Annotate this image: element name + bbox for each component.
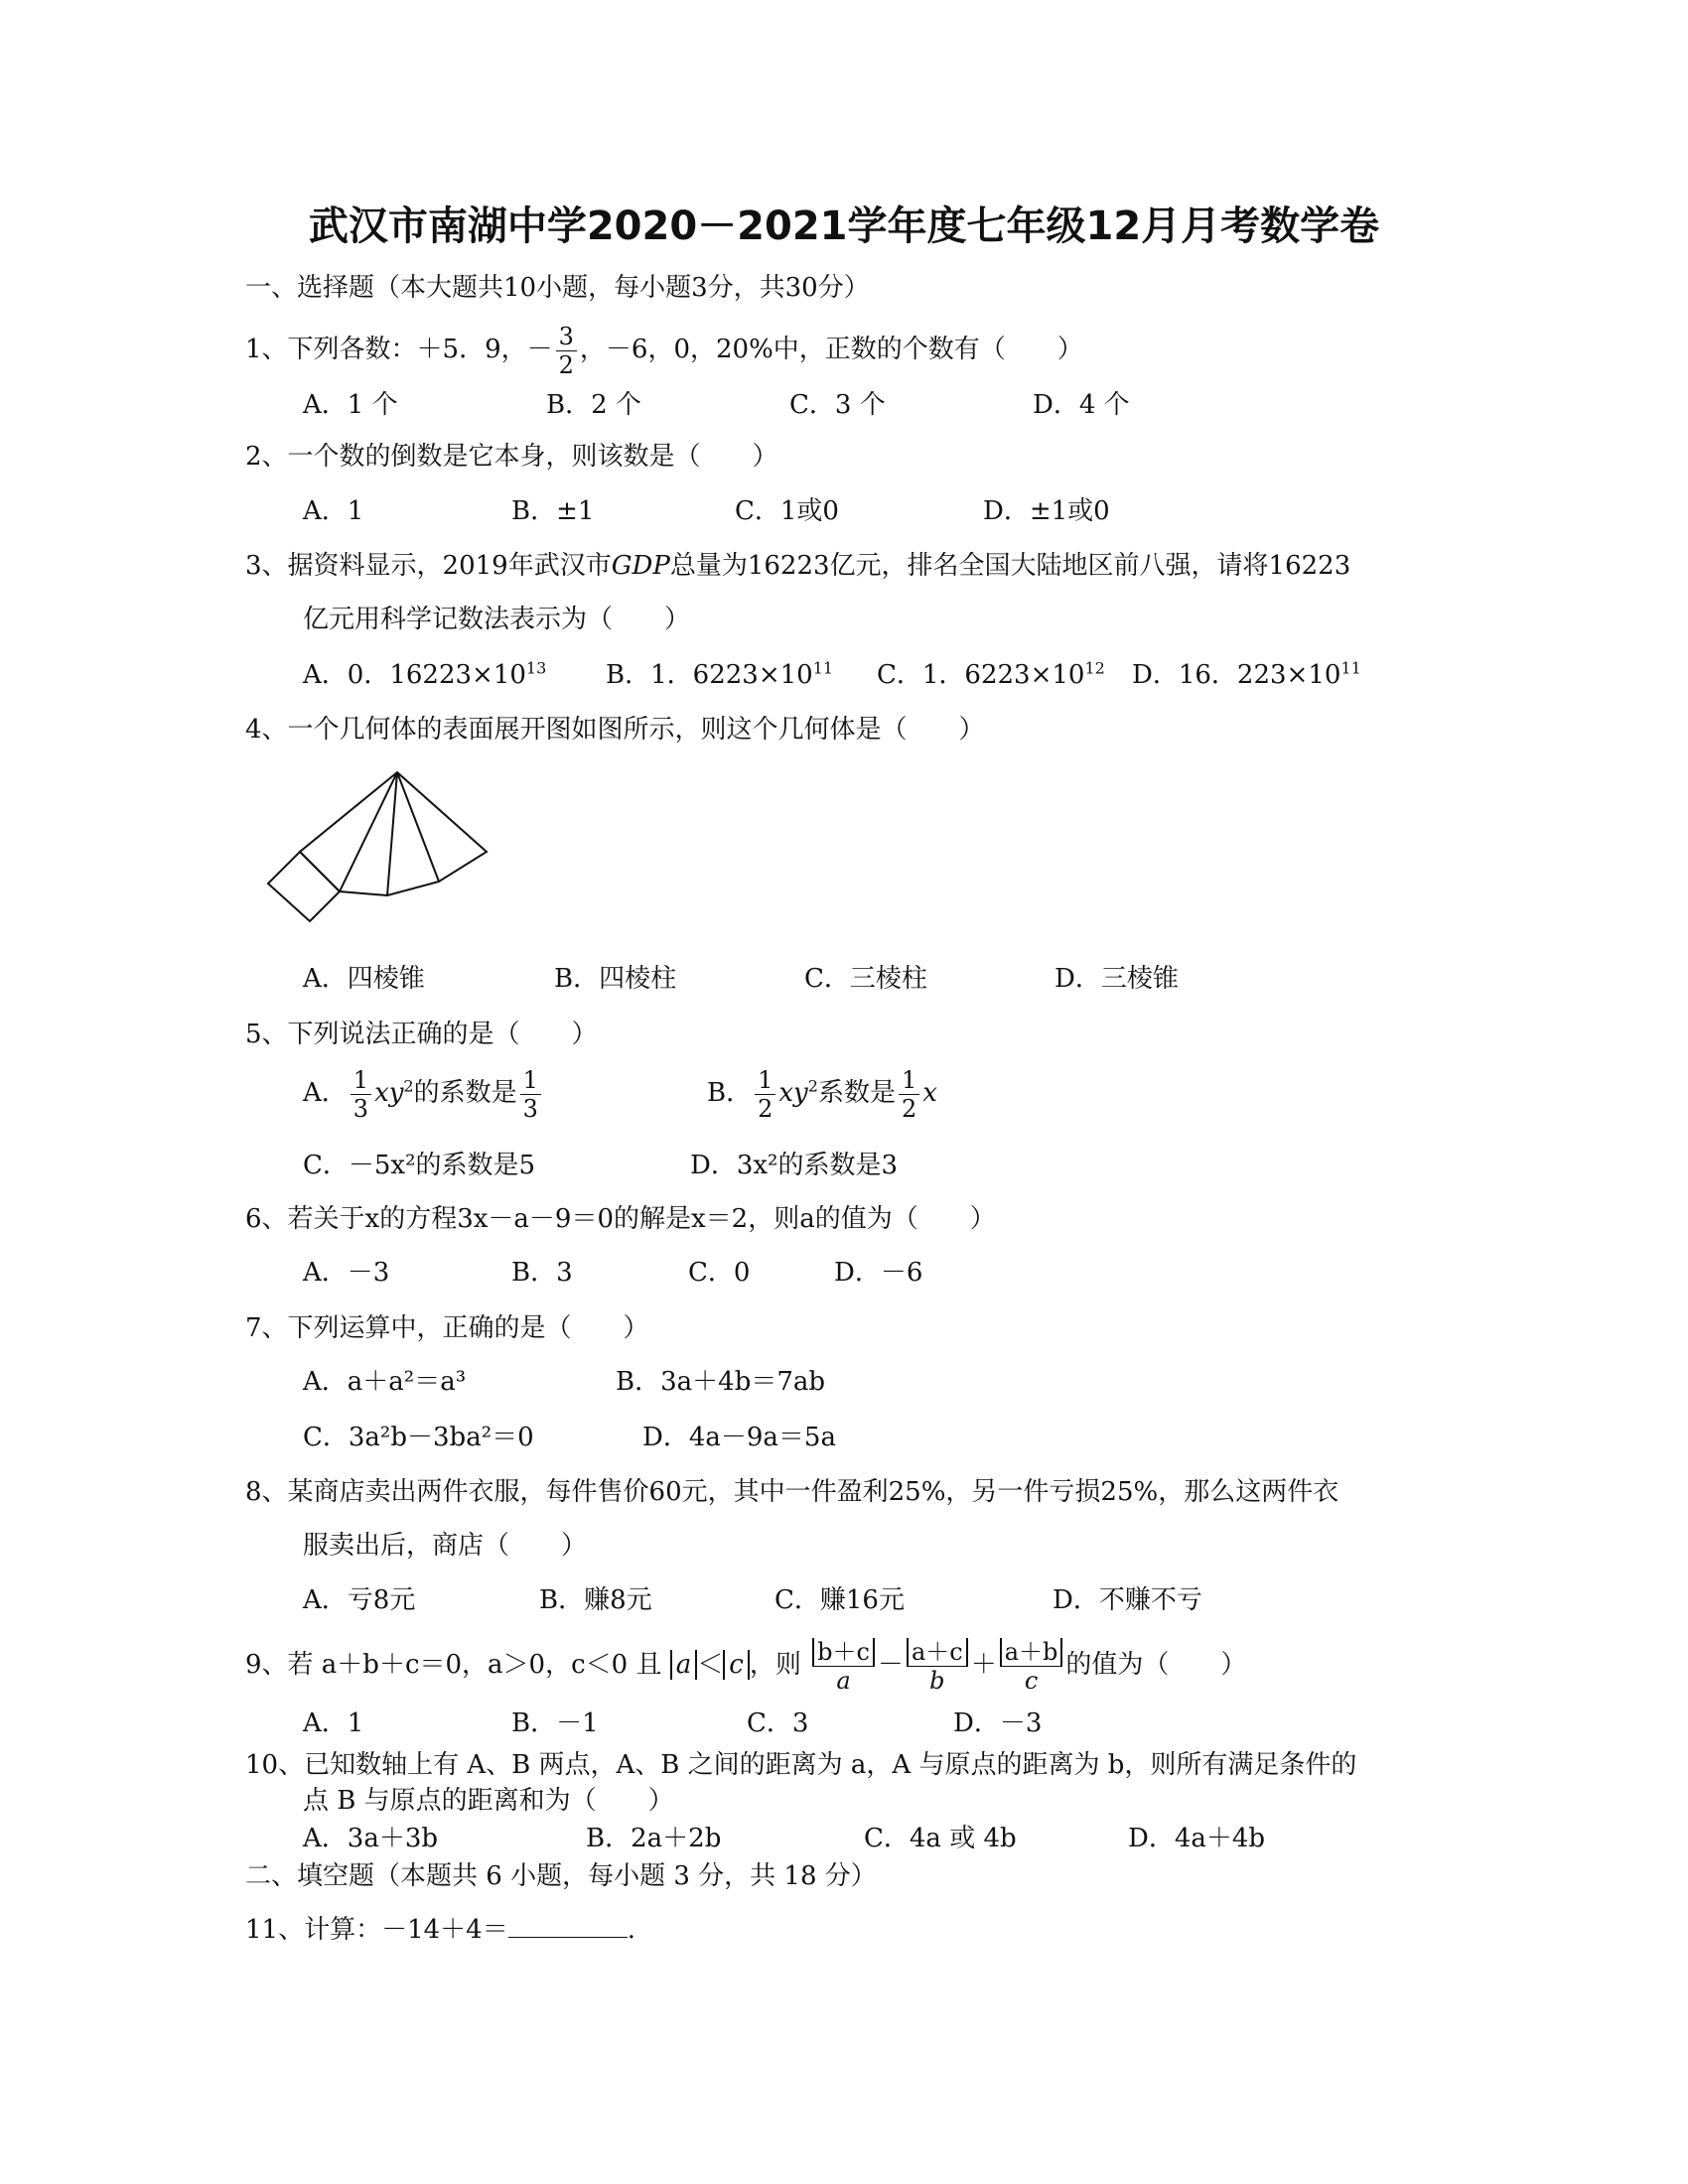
q4-option-d: D．三棱锥 — [1055, 964, 1179, 994]
question-9-stem: 9、若 a＋b＋c＝0，a＞0，c＜0 且 a ＜ c ，则 $\frac{b+c}{a}$ － $\frac{a+c}{b}$ ＋ $\frac{a+b}{c}$ 的值为（ ） — [245, 1637, 1247, 1695]
question-10-stem-line2: 点 B 与原点的距离和为（ ） — [303, 1786, 674, 1816]
section-heading-fill: 二、填空题（本题共 6 小题，每小题 3 分，共 18 分） — [245, 1861, 877, 1891]
q5-option-b: B． $\frac{1}{2}$ $xy^2$系数是 $\frac{1}{2}$ x — [707, 1065, 937, 1123]
q1-option-b: B．2 个 — [546, 390, 641, 420]
fraction-1: $\frac{b+c}{a}$ — [812, 1638, 875, 1695]
q7-option-a: A．a＋a²＝a³ — [303, 1367, 467, 1397]
question-3-stem-line2: 亿元用科学记数法表示为（ ） — [303, 605, 691, 634]
q5-option-d: D．3x²的系数是3 — [690, 1151, 899, 1180]
q9-option-c: C．3 — [747, 1708, 809, 1738]
fraction: $\frac{1}{3}$ — [520, 1066, 541, 1123]
q4-option-a: A．四棱锥 — [303, 964, 425, 994]
q1-option-c: C．3 个 — [789, 390, 886, 420]
question-5-stem: 5、下列说法正确的是（ ） — [245, 1020, 598, 1049]
q2-option-a: A．1 — [303, 496, 364, 526]
q9-option-b: B．－1 — [511, 1708, 599, 1738]
question-8-stem-line2: 服卖出后，商店（ ） — [303, 1531, 588, 1561]
q1-stem-pre: 1、下列各数：＋5．9，－ — [245, 335, 553, 364]
fraction: $\frac{1}{3}$ — [351, 1066, 371, 1123]
q3-option-a: A．0．$16223\times 10^{13}$ — [303, 658, 547, 690]
q8-option-b: B．赚8元 — [539, 1585, 652, 1615]
question-7-stem: 7、下列运算中，正确的是（ ） — [245, 1313, 649, 1343]
fraction: $\frac{3}{2}$ — [556, 323, 577, 379]
q3-text-pre: 3、据资料显示，2019年武汉市 — [245, 551, 612, 581]
q1-option-a: A．1 个 — [303, 390, 398, 420]
net-base-square — [268, 852, 340, 921]
q8-option-c: C．赚16元 — [774, 1585, 905, 1615]
q10-option-d: D．4a＋4b — [1128, 1824, 1266, 1853]
question-2-stem: 2、一个数的倒数是它本身，则该数是（ ） — [245, 442, 778, 472]
net-edge — [397, 772, 439, 882]
q7-option-b: B．3a＋4b＝7ab — [616, 1367, 826, 1397]
q3-text-post: 总量为16223亿元，排名全国大陆地区前八强，请将16223 — [669, 551, 1351, 581]
q9-option-a: A．1 — [303, 1708, 364, 1738]
pyramid-net-figure — [260, 764, 498, 933]
abs-a: a — [670, 1650, 698, 1680]
q10-option-a: A．3a＋3b — [303, 1824, 439, 1853]
q6-option-b: B．3 — [511, 1258, 573, 1288]
q2-option-b: B．±1 — [511, 496, 595, 526]
section-heading-choice: 一、选择题（本大题共10小题，每小题3分，共30分） — [245, 273, 870, 303]
q6-option-d: D．－6 — [834, 1258, 923, 1288]
q10-option-c: C．4a 或 4b — [864, 1824, 1017, 1853]
abs-c: c — [723, 1650, 750, 1680]
answer-blank — [508, 1911, 628, 1938]
fraction-3: $\frac{a+b}{c}$ — [1000, 1638, 1063, 1695]
q4-option-c: C．三棱柱 — [804, 964, 927, 994]
fraction-2: $\frac{a+c}{b}$ — [907, 1638, 968, 1695]
q9-option-d: D．－3 — [953, 1708, 1043, 1738]
q9-condition: 9、若 a＋b＋c＝0，a＞0，c＜0 且 — [245, 1650, 662, 1680]
q6-option-a: A．－3 — [303, 1258, 390, 1288]
page-title: 武汉市南湖中学2020－2021学年度七年级12月月考数学卷 — [308, 204, 1380, 249]
q5-option-c: C．－5x²的系数是5 — [303, 1151, 536, 1180]
q7-option-c: C．3a²b－3ba²＝0 — [303, 1423, 534, 1452]
q6-option-c: C．0 — [688, 1258, 751, 1288]
question-6-stem: 6、若关于x的方程3x－a－9＝0的解是x＝2，则a的值为（ ） — [245, 1204, 996, 1234]
q8-option-d: D．不赚不亏 — [1053, 1585, 1202, 1615]
q5-option-a: A． $\frac{1}{3}$ $xy^2$的系数是 $\frac{1}{3}$ — [303, 1062, 544, 1124]
q3-gdp: GDP — [611, 551, 670, 581]
fraction: $\frac{1}{2}$ — [899, 1066, 919, 1123]
question-1-stem — [245, 320, 1083, 379]
q1-stem-post: ，－6，0，20%中，正数的个数有（ ） — [579, 335, 1083, 364]
q1-option-d: D．4 个 — [1033, 390, 1130, 420]
q4-option-b: B．四棱柱 — [554, 964, 677, 994]
question-8-stem-line1: 8、某商店卖出两件衣服，每件售价60元，其中一件盈利25%，另一件亏损25%，那么这两件衣 — [245, 1477, 1339, 1507]
q10-option-b: B．2a＋2b — [586, 1824, 722, 1853]
question-4-stem: 4、一个几何体的表面展开图如图所示，则这个几何体是（ ） — [245, 715, 985, 745]
q2-option-c: C．1或0 — [735, 496, 839, 526]
q3-option-b: B．1．$6223\times 10^{11}$ — [606, 658, 834, 690]
q3-option-d: D．16．$223\times 10^{11}$ — [1132, 658, 1361, 690]
q7-option-d: D．4a－9a＝5a — [642, 1423, 836, 1452]
question-3-stem-line1 — [245, 548, 1350, 584]
question-10-stem-line1: 10、已知数轴上有 A、B 两点，A、B 之间的距离为 a，A 与原点的距离为 b，则所有满足条件的 — [245, 1750, 1357, 1780]
q8-option-a: A．亏8元 — [303, 1585, 416, 1615]
question-11: 11、计算：－14＋4＝ . — [245, 1911, 635, 1948]
fraction: $\frac{1}{2}$ — [755, 1066, 775, 1123]
q3-option-c: C．1．$6223\times 10^{12}$ — [877, 658, 1105, 690]
q2-option-d: D．±1或0 — [983, 496, 1110, 526]
